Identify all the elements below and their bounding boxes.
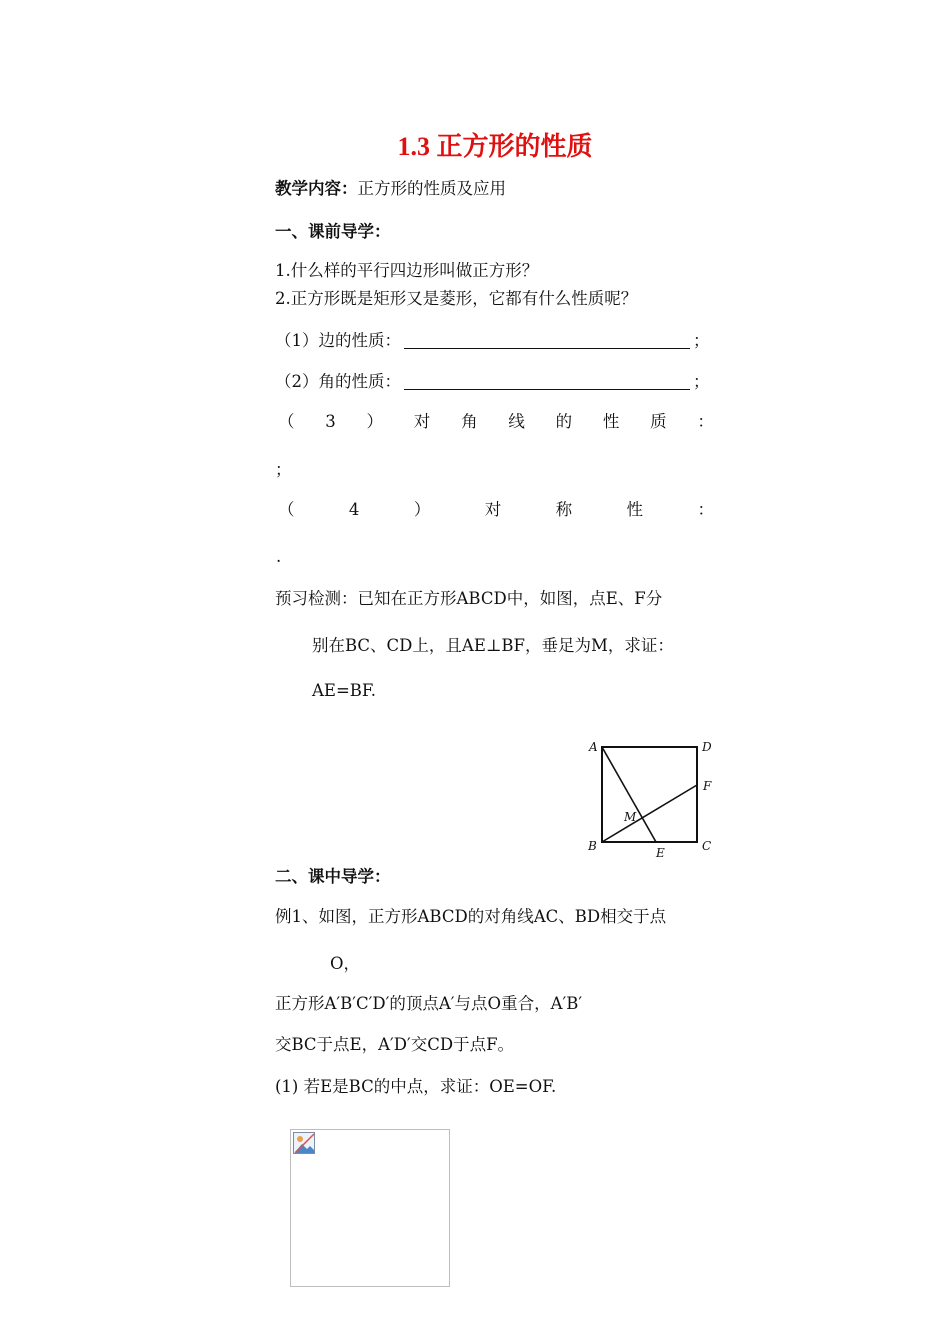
label-m: M — [624, 810, 637, 824]
label-f: F — [703, 779, 712, 793]
example-1-line-3: 正方形A′B′C′D′的顶点A′与点O重合，A′B′ — [275, 994, 583, 1013]
spread-char: 性 — [602, 412, 620, 431]
answer-blank — [404, 332, 690, 349]
example-1-line-4: 交BC于点E，A′D′交CD于点F。 — [275, 1035, 515, 1054]
diagonals-end: ； — [275, 460, 292, 479]
square-abcd — [602, 747, 697, 842]
property-sides-label: （1）边的性质： — [275, 331, 401, 350]
spread-char: 4 — [348, 500, 360, 519]
spread-char: 角 — [461, 412, 478, 431]
page-title: 1.3 正方形的性质 — [397, 132, 593, 161]
spread-char: 的 — [555, 412, 573, 431]
square-figure — [584, 737, 724, 862]
spread-char: 称 — [555, 500, 573, 519]
property-angles — [275, 371, 710, 393]
preview-line-2: 别在BC、CD上，且AE⊥BF，垂足为M，求证： — [312, 636, 674, 655]
answer-blank — [404, 373, 690, 390]
spread-char: 质 — [650, 412, 667, 431]
label-d: D — [702, 740, 712, 754]
question-1: 1.什么样的平行四边形叫做正方形？ — [275, 261, 539, 280]
spread-char: 线 — [508, 412, 525, 431]
semicolon: ； — [693, 372, 710, 391]
segment-bf — [602, 785, 697, 842]
example-1-line-2: O， — [330, 954, 361, 973]
label-b: B — [588, 839, 597, 853]
example-1-question: (1) 若E是BC的中点，求证：OE=OF. — [275, 1077, 557, 1096]
label-e: E — [656, 846, 665, 860]
missing-image-placeholder — [290, 1129, 450, 1287]
spread-char: ： — [697, 500, 714, 519]
content-label: 教学内容： — [275, 179, 358, 198]
spread-char: （ — [278, 412, 295, 431]
symmetry-end: . — [276, 547, 282, 566]
spread-char: 3 — [325, 412, 336, 431]
content-value: 正方形的性质及应用 — [357, 179, 506, 198]
spread-char: 对 — [413, 412, 431, 431]
property-symmetry — [278, 499, 714, 521]
section2-heading: 二、课中导学： — [275, 867, 391, 886]
spread-char: （ — [278, 500, 295, 519]
spread-char: ） — [366, 412, 384, 431]
preview-line-1: 预习检测：已知在正方形ABCD中，如图，点E、F分 — [275, 589, 663, 608]
property-angles-label: （2）角的性质： — [275, 372, 401, 391]
spread-char: 性 — [626, 500, 644, 519]
section1-heading: 一、课前导学： — [275, 222, 391, 241]
label-a: A — [589, 740, 598, 754]
question-2: 2.正方形既是矩形又是菱形，它都有什么性质呢？ — [275, 289, 638, 308]
content-line — [275, 178, 506, 200]
example-1-line-1: 例1、如图，正方形ABCD的对角线AC、BD相交于点 — [275, 907, 667, 926]
segment-ae — [602, 747, 656, 842]
property-sides — [275, 330, 710, 352]
property-diagonals — [278, 411, 714, 433]
semicolon: ； — [693, 331, 710, 350]
label-c: C — [702, 839, 712, 853]
broken-image-icon — [293, 1132, 315, 1154]
spread-char: 对 — [484, 500, 502, 519]
preview-line-3: AE=BF. — [312, 681, 377, 700]
spread-char: ： — [697, 412, 714, 431]
spread-char: ） — [413, 500, 431, 519]
